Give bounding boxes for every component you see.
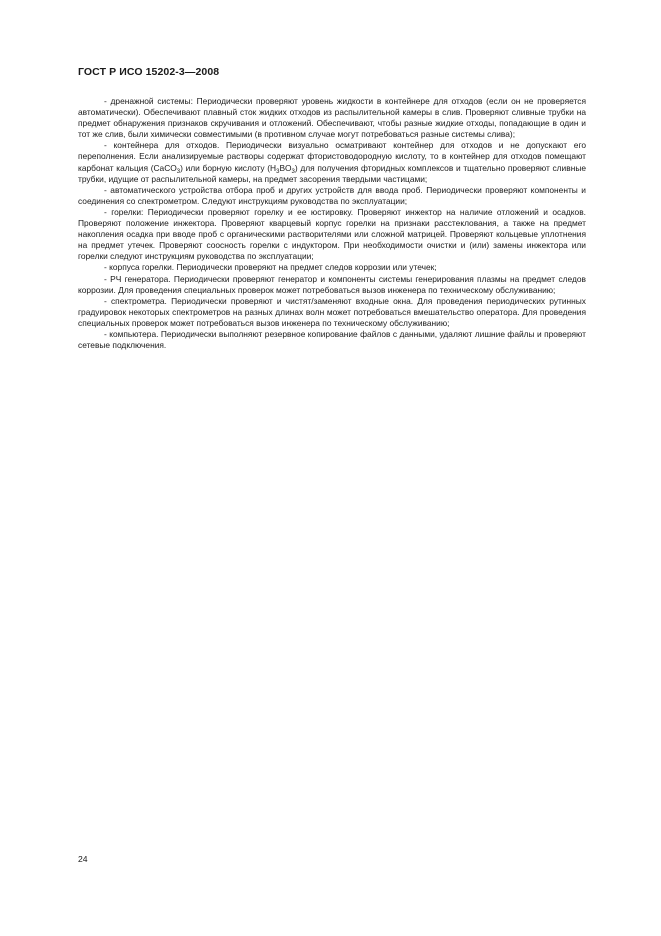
paragraph-computer: - компьютера. Периодически выполняют резервное копирование файлов с данными, удаляют лишние файлы и проверяют сетевые подключения. xyxy=(78,328,586,351)
paragraph-drainage-system: - дренажной системы: Периодически проверяют уровень жидкости в контейнере для отходов (если он не проверяется автоматически). Обеспечивают плавный сток жидких отходов из распылительной камеры в слив. Проверяют сливные трубки на предмет обнаружения признаков скручивания и отложений. Обеспечивают, чтобы разные жидкие отходы, попадающие в один и тот же слив, были химически совместимыми (в противном случае могут потребоваться разные системы слива); xyxy=(78,96,586,140)
subscript-3: 3 xyxy=(291,168,295,175)
subscript-3: 3 xyxy=(176,168,181,175)
paragraph-rf-generator: - РЧ генератора. Периодически проверяют генератор и компоненты системы генерирования плазмы на предмет следов коррозии. Для проведения специальных проверок может потребоваться вызов инженера по техническому обслуживанию; xyxy=(78,273,586,295)
paragraph-spectrometer: - спектрометра. Периодически проверяют и чистят/заменяют входные окна. Для проведения периодических рутинных градуировок некоторых спектрометров на разных длинах волн может потребоваться вмешательство оператора. Для проведения специальных проверок может потребоваться вызов инженера по техническому обслуживанию; xyxy=(78,295,586,328)
paragraph-torch: - горелки: Периодически проверяют горелку и ее юстировку. Проверяют инжектор на наличие отложений и осадков. Проверяют положение инжектора. Проверяют кварцевый корпус горелки на признаки расстеклования, а также на предмет накопления осадка при вводе проб с органическими растворителями или сложной матрицей. Проверяют кольцевые уплотнения на предмет утечек. Проверяют соосность горелки с индуктором. При необходимости очистки и (или) замены инжектора или горелки следуют инструкциям руководства по эксплуатации; xyxy=(78,206,586,262)
page-number: 24 xyxy=(78,854,88,864)
paragraph-waste-text-middle-1: ) или борную кислоту (H xyxy=(180,162,277,173)
paragraph-waste-container xyxy=(78,140,586,184)
paragraph-torch-housing: - корпуса горелки. Периодически проверяют на предмет следов коррозии или утечек; xyxy=(104,262,437,273)
paragraph-waste-text-after: ) для получения фторидных комплексов и тщательно проверяют сливные трубки, идущие от распылительной камеры, на предмет засорения твердыми частицами; xyxy=(78,162,586,184)
paragraph-waste-text-middle-2: BO xyxy=(279,162,292,173)
paragraph-autosampler: - автоматического устройства отбора проб и других устройств для ввода проб. Периодически проверяют компоненты и соединения со спектрометром. Следуют инструкциям руководства по эксплуатации; xyxy=(78,184,586,206)
paragraph-waste-text-before: - контейнера для отходов. Периодически визуально осматривают контейнер для отходов и не допускают его переполнения. Если анализируемые растворы содержат фтористоводородную кислоту, то в контейнер для отходов помещают карбонат кальция (CaCO xyxy=(78,140,586,173)
subscript-3: 3 xyxy=(276,168,280,175)
body-text xyxy=(78,96,586,351)
document-header: ГОСТ Р ИСО 15202-3—2008 xyxy=(78,66,220,78)
